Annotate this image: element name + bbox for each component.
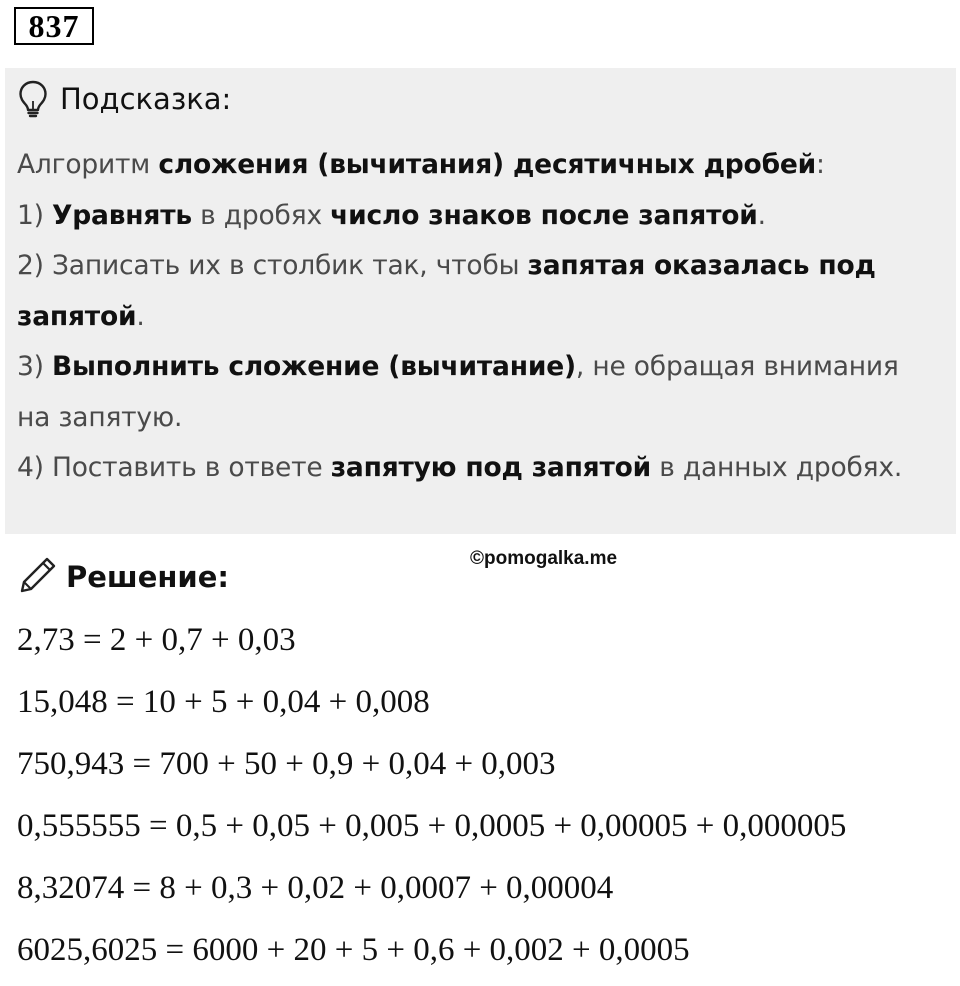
hint-plain-text: Алгоритм: [17, 149, 159, 180]
hint-bold-text: сложения (вычитания) десятичных дробей: [158, 149, 817, 180]
hint-bold-text: Выполнить сложение (вычитание): [52, 351, 576, 382]
hint-line: [17, 140, 937, 191]
hint-title: Подсказка:: [60, 82, 232, 116]
equation-line: 6025,6025 = 6000 + 20 + 5 + 0,6 + 0,002 + 0,0005: [17, 932, 690, 968]
equation-line: 750,943 = 700 + 50 + 0,9 + 0,04 + 0,003: [17, 746, 556, 782]
hint-plain-text: 3): [17, 351, 53, 382]
hint-line: [17, 393, 937, 444]
hint-bold-text: запятая оказалась под: [527, 250, 876, 281]
solution-title: Решение:: [66, 560, 230, 594]
hint-line: [17, 241, 937, 292]
hint-plain-text: .: [136, 300, 145, 332]
hint-plain-text: на запятую.: [17, 401, 183, 433]
equation-line: 8,32074 = 8 + 0,3 + 0,02 + 0,0007 + 0,00004: [17, 870, 614, 906]
hint-plain-text: 1): [17, 199, 53, 231]
hint-line: [17, 292, 937, 343]
hint-plain-text: 4) Поставить в ответе: [17, 452, 331, 483]
hint-plain-text: .: [757, 199, 766, 231]
hint-plain-text: в данных дробях.: [651, 452, 903, 483]
equation-line: 0,555555 = 0,5 + 0,05 + 0,005 + 0,0005 + 0,00005 + 0,000005: [17, 808, 847, 844]
solution-header: [18, 555, 229, 599]
hint-line: [17, 191, 937, 242]
pencil-icon: [18, 555, 58, 600]
task-number: 837: [14, 7, 94, 45]
hint-bold-text: число знаков после запятой: [330, 199, 758, 231]
hint-line: [17, 342, 937, 393]
hint-plain-text: :: [816, 149, 825, 180]
watermark: ©pomogalka.me: [470, 548, 618, 569]
equation-line: 15,048 = 10 + 5 + 0,04 + 0,008: [17, 684, 430, 720]
hint-plain-text: 2) Записать их в столбик так, чтобы: [17, 250, 528, 281]
hint-header: [18, 78, 231, 120]
hint-bold-text: Уравнять: [52, 199, 192, 231]
equations-list: [17, 614, 846, 986]
lightbulb-icon: [18, 80, 48, 118]
hint-plain-text: в дробях: [191, 199, 331, 231]
hint-bold-text: запятую под запятой: [330, 452, 652, 483]
hint-text: [17, 140, 937, 494]
equation-line: 2,73 = 2 + 0,7 + 0,03: [17, 622, 296, 658]
hint-plain-text: , не обращая внимания: [575, 351, 899, 382]
hint-bold-text: запятой: [17, 300, 137, 332]
hint-line: [17, 443, 937, 494]
